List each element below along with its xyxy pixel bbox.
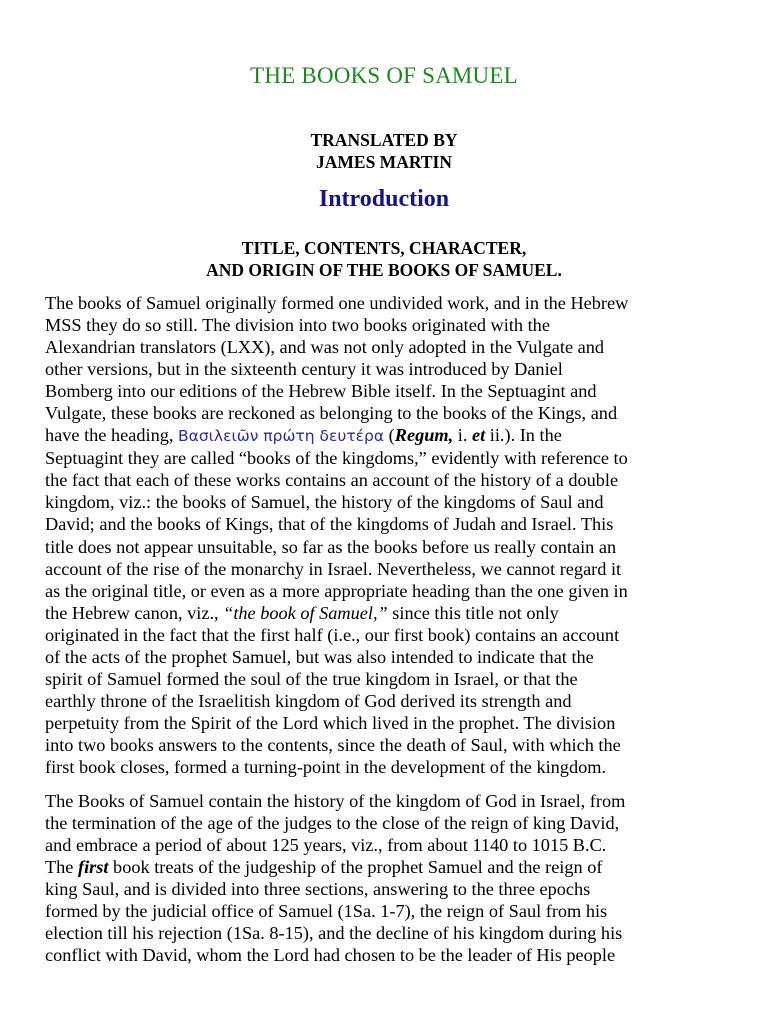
text-line: originated in the fact that the first half (i.e., our first book) contains an account <box>45 624 620 645</box>
latin-title-regum: Regum, <box>394 425 454 446</box>
text-line: first book closes, formed a turning-point in the development of the kingdom. <box>45 756 607 777</box>
section-heading-line-2: AND ORIGIN OF THE BOOKS OF SAMUEL. <box>206 260 562 280</box>
text-span: ii.). In the <box>485 425 562 446</box>
text-span: i. <box>453 425 472 446</box>
text-line: of the acts of the prophet Samuel, but was also intended to indicate that the <box>45 646 594 667</box>
translator-name: JAMES MARTIN <box>316 152 452 172</box>
text-line: and embrace a period of about 125 years, viz., from about 1140 to 1015 B.C. <box>45 835 607 856</box>
text-span: book treats of the judgeship of the prophet Samuel and the reign of <box>108 857 603 878</box>
text-line: The Books of Samuel contain the history of the kingdom of God in Israel, from <box>45 791 626 812</box>
text-span: have the heading, <box>45 425 178 446</box>
greek-heading-text: Βασιλειῶν πρώτη δευτέρα <box>178 427 385 446</box>
text-span: ( <box>384 425 395 446</box>
text-line: earthly throne of the Israelitish kingdom of God derived its strength and <box>45 690 572 711</box>
text-line: conflict with David, whom the Lord had chosen to be the leader of His people <box>45 945 616 966</box>
latin-word-et: et <box>471 425 486 446</box>
introduction-heading: Introduction <box>318 186 450 212</box>
text-line: formed by the judicial office of Samuel (1Sa. 1-7), the reign of Saul from his <box>45 901 608 922</box>
text-span: the Hebrew canon, viz., <box>45 602 224 623</box>
text-line <box>45 424 725 447</box>
emphasis-first: first <box>78 857 109 878</box>
text-line <box>45 856 725 878</box>
text-span: The <box>45 857 78 878</box>
text-line: the fact that each of these works contains an account of the history of a double <box>45 470 619 491</box>
body-text <box>45 292 725 966</box>
text-line: Septuagint they are called “books of the kingdoms,” evidently with reference to <box>45 448 628 469</box>
paragraph-2 <box>45 790 725 966</box>
text-line: title does not appear unsuitable, so far as the books before us really contain an <box>45 536 617 557</box>
text-line: into two books answers to the contents, since the death of Saul, with which the <box>45 734 621 755</box>
text-line: as the original title, or even as a more appropriate heading than the one given in <box>45 580 628 601</box>
translator-block <box>0 129 768 173</box>
translated-by-label: TRANSLATED BY <box>310 130 458 150</box>
book-of-samuel-quote: “the book of Samuel,” <box>223 602 388 623</box>
text-line: Bomberg into our editions of the Hebrew Bible itself. In the Septuagint and <box>45 381 597 402</box>
text-line: David; and the books of Kings, that of the kingdoms of Judah and Israel. This <box>45 514 614 535</box>
text-line: The books of Samuel originally formed one undivided work, and in the Hebrew <box>45 293 629 313</box>
text-line: spirit of Samuel formed the soul of the true kingdom in Israel, or that the <box>45 668 578 689</box>
paragraph-1 <box>45 292 725 778</box>
text-span: since this title not only <box>387 602 559 623</box>
section-heading <box>0 237 768 281</box>
text-line: election till his rejection (1Sa. 8-15), and the decline of his kingdom during his <box>45 923 623 944</box>
text-line: MSS they do so still. The division into two books originated with the <box>45 315 550 336</box>
text-line: Vulgate, these books are reckoned as belonging to the books of the Kings, and <box>45 403 618 424</box>
text-line: king Saul, and is divided into three sections, answering to the three epochs <box>45 879 591 900</box>
text-line <box>45 602 725 624</box>
text-line: the termination of the age of the judges to the close of the reign of king David, <box>45 813 620 834</box>
section-heading-line-1: TITLE, CONTENTS, CHARACTER, <box>241 238 527 258</box>
text-line: other versions, but in the sixteenth century it was introduced by Daniel <box>45 359 563 380</box>
text-line: Alexandrian translators (LXX), and was not only adopted in the Vulgate and <box>45 337 605 358</box>
text-line: kingdom, viz.: the books of Samuel, the history of the kingdoms of Saul and <box>45 492 604 513</box>
text-line: account of the rise of the monarchy in Israel. Nevertheless, we cannot regard it <box>45 558 622 579</box>
book-title: THE BOOKS OF SAMUEL <box>250 63 518 88</box>
text-line: perpetuity from the Spirit of the Lord which lived in the prophet. The division <box>45 712 616 733</box>
